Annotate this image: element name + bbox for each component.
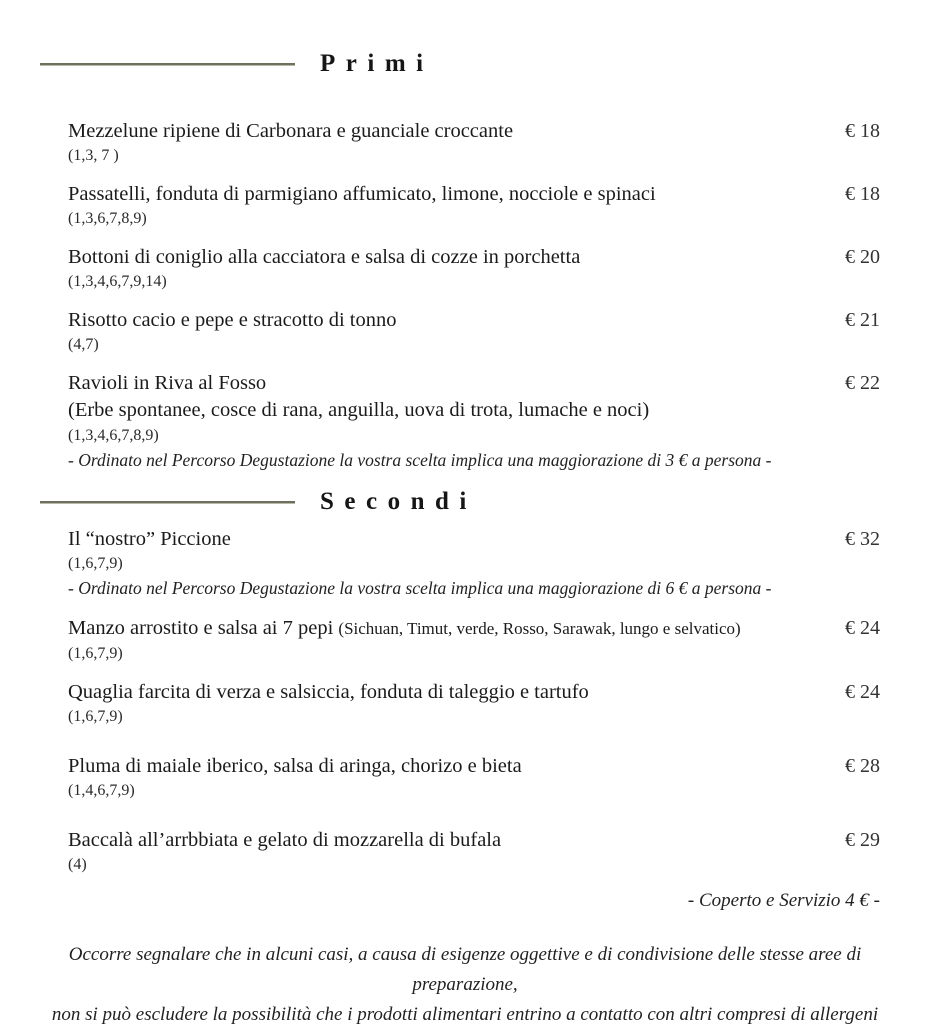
- primi-header-rule: [40, 63, 295, 66]
- item-price: € 29: [845, 829, 880, 851]
- item-allergens: (1,6,7,9): [68, 708, 123, 725]
- item-price: € 28: [845, 755, 880, 777]
- item-description: (Erbe spontanee, cosce di rana, anguilla, uova di trota, lumache e noci): [68, 399, 650, 421]
- item-price: € 24: [845, 617, 880, 639]
- menu-item-manzo: [68, 615, 880, 664]
- item-allergens: (1,3,6,7,8,9): [68, 210, 147, 227]
- item-allergens: (1,6,7,9): [68, 555, 123, 572]
- menu-item-passatelli: [68, 181, 880, 229]
- item-price: € 18: [845, 120, 880, 142]
- menu-item-bottoni: [68, 244, 880, 292]
- item-name: Manzo arrostito e salsa ai 7 pepi (Sichuan, Timut, verde, Rosso, Sarawak, lungo e selvatico): [68, 617, 741, 639]
- item-allergens: (1,4,6,7,9): [68, 782, 135, 799]
- menu-item-mezzelune: [68, 118, 880, 166]
- primi-section-header: [40, 50, 880, 78]
- item-price: € 22: [845, 372, 880, 394]
- item-name: Il “nostro” Piccione: [68, 528, 231, 550]
- secondi-section-header: [40, 488, 880, 516]
- item-name: Bottoni di coniglio alla cacciatora e salsa di cozze in porchetta: [68, 246, 581, 268]
- secondi-header-rule: [40, 501, 295, 504]
- allergen-disclaimer: [20, 940, 910, 1024]
- degustazione-note: - Ordinato nel Percorso Degustazione la vostra scelta implica una maggiorazione di 6 € a persona -: [68, 578, 772, 598]
- menu-item-ravioli: [68, 370, 880, 472]
- coperto-servizio-note: - Coperto e Servizio 4 € -: [687, 890, 880, 911]
- item-price: € 21: [845, 309, 880, 331]
- secondi-items: [68, 526, 880, 875]
- item-price: € 18: [845, 183, 880, 205]
- menu-item-pluma: [68, 753, 880, 801]
- allergen-disclaimer-line1: Occorre segnalare che in alcuni casi, a causa di esigenze oggettive e di condivisione delle stesse aree di preparazione,: [68, 944, 862, 995]
- allergen-disclaimer-line2: non si può escludere la possibilità che i prodotti alimentari entrino a contatto con altri compresi di allergeni: [51, 1004, 879, 1024]
- item-price: € 20: [845, 246, 880, 268]
- menu-item-risotto: [68, 307, 880, 355]
- item-price: € 24: [845, 681, 880, 703]
- item-price: € 32: [845, 528, 880, 550]
- item-name: Quaglia farcita di verza e salsiccia, fonduta di taleggio e tartufo: [68, 681, 589, 703]
- item-name: Ravioli in Riva al Fosso: [68, 372, 267, 394]
- secondi-section-title: Secondi: [320, 488, 477, 515]
- item-name: Passatelli, fonduta di parmigiano affumicato, limone, nocciole e spinaci: [68, 183, 656, 205]
- menu-item-quaglia: [68, 679, 880, 727]
- menu-item-baccala: [68, 827, 880, 875]
- item-allergens: (1,3,4,6,7,8,9): [68, 427, 159, 444]
- item-name: Baccalà all’arrbbiata e gelato di mozzarella di bufala: [68, 829, 502, 851]
- item-name-detail: (Sichuan, Timut, verde, Rosso, Sarawak, lungo e selvatico): [338, 619, 741, 638]
- item-allergens: (1,3, 7 ): [68, 147, 119, 164]
- item-name: Risotto cacio e pepe e stracotto di tonno: [68, 309, 397, 331]
- item-name: Mezzelune ripiene di Carbonara e guanciale croccante: [68, 120, 514, 142]
- primi-items: [68, 118, 880, 472]
- item-allergens: (1,3,4,6,7,9,14): [68, 273, 167, 290]
- degustazione-note: - Ordinato nel Percorso Degustazione la vostra scelta implica una maggiorazione di 3 € a persona -: [68, 450, 772, 470]
- item-allergens: (4,7): [68, 336, 99, 353]
- item-name: Pluma di maiale iberico, salsa di aringa, chorizo e bieta: [68, 755, 522, 777]
- item-allergens: (4): [68, 856, 87, 873]
- menu-item-piccione: [68, 526, 880, 600]
- item-allergens: (1,6,7,9): [68, 645, 123, 662]
- primi-section-title: Primi: [320, 50, 434, 77]
